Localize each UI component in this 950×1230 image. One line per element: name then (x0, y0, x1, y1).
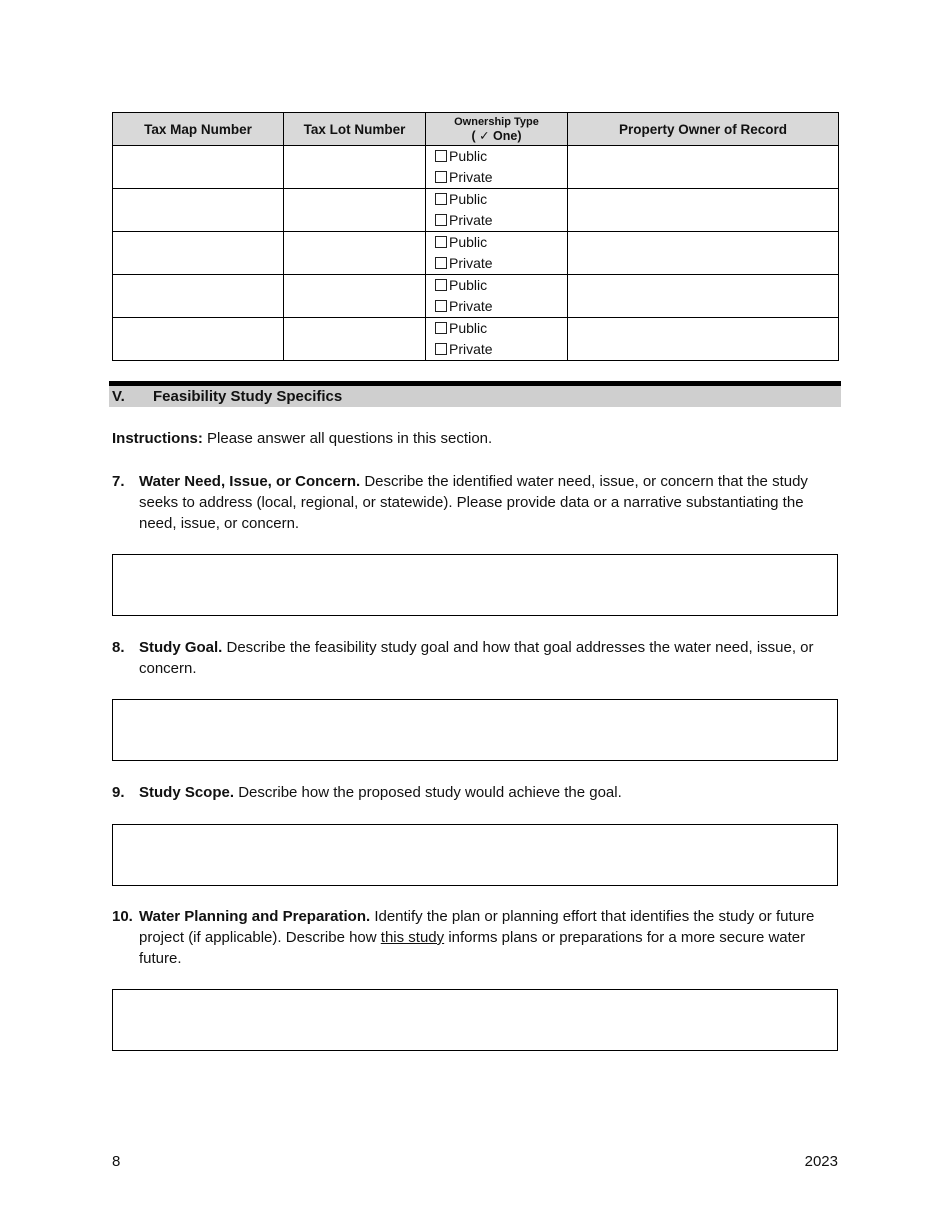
tax-map-number-cell[interactable] (113, 275, 284, 318)
property-owner-cell[interactable] (568, 275, 839, 318)
page-number: 8 (112, 1153, 121, 1170)
answer-field-7[interactable] (112, 554, 838, 616)
tax-map-number-cell[interactable] (113, 189, 284, 232)
answer-field-10[interactable] (112, 989, 838, 1051)
ownership-public-option[interactable] (426, 275, 567, 296)
question-8 (112, 637, 840, 679)
section-header (109, 381, 841, 407)
tax-lot-number-cell[interactable] (284, 146, 426, 189)
table-row (113, 232, 839, 275)
property-owner-cell[interactable] (568, 232, 839, 275)
question-title: Study Goal. (139, 639, 223, 656)
property-owner-cell[interactable] (568, 146, 839, 189)
question-7 (112, 471, 840, 534)
section-title: Feasibility Study Specifics (153, 388, 343, 405)
question-text (139, 471, 840, 534)
ownership-private-label: Private (449, 212, 493, 228)
tax-lot-number-cell[interactable] (284, 318, 426, 361)
question-body: Describe how the proposed study would achieve the goal. (234, 784, 622, 801)
table-header-row (113, 113, 839, 146)
question-9 (112, 782, 840, 803)
ownership-public-option[interactable] (426, 318, 567, 339)
question-title: Water Planning and Preparation. (139, 908, 371, 925)
question-underlined-text: this study (380, 929, 445, 946)
section-number: V. (112, 388, 125, 405)
header-ownership-type-line1: Ownership Type (454, 116, 539, 128)
tax-map-number-cell[interactable] (113, 232, 284, 275)
checkbox-icon[interactable] (435, 171, 447, 183)
ownership-type-cell (426, 232, 568, 275)
ownership-private-option[interactable] (426, 210, 567, 231)
checkbox-icon[interactable] (435, 279, 447, 291)
question-number: 10. (112, 908, 133, 925)
table-row (113, 189, 839, 232)
question-text (139, 906, 840, 969)
header-tax-lot-number: Tax Lot Number (284, 113, 426, 146)
tax-lot-number-cell[interactable] (284, 275, 426, 318)
property-owner-cell[interactable] (568, 189, 839, 232)
property-owner-cell[interactable] (568, 318, 839, 361)
answer-field-8[interactable] (112, 699, 838, 761)
ownership-public-label: Public (449, 148, 488, 164)
ownership-private-option[interactable] (426, 339, 567, 360)
ownership-private-option[interactable] (426, 296, 567, 317)
ownership-type-cell (426, 318, 568, 361)
question-body-end: informs plans or preparations for a more secure water future. (139, 929, 806, 967)
question-body: Identify the plan or planning effort that identifies the study or future project (if applicable). Describe how (139, 908, 815, 946)
checkbox-icon[interactable] (435, 322, 447, 334)
question-number: 9. (112, 784, 125, 801)
ownership-type-cell (426, 146, 568, 189)
checkbox-icon[interactable] (435, 300, 447, 312)
checkbox-icon[interactable] (435, 193, 447, 205)
ownership-private-label: Private (449, 255, 493, 271)
ownership-public-option[interactable] (426, 232, 567, 253)
instructions (112, 430, 492, 447)
header-ownership-type (426, 113, 568, 146)
header-ownership-type-line2: ( ✓ One) (471, 129, 522, 143)
table-row (113, 275, 839, 318)
question-text (139, 637, 840, 679)
tax-map-number-cell[interactable] (113, 318, 284, 361)
ownership-public-option[interactable] (426, 189, 567, 210)
tax-lot-number-cell[interactable] (284, 189, 426, 232)
table-row (113, 318, 839, 361)
header-property-owner: Property Owner of Record (568, 113, 839, 146)
instructions-label: Instructions: (112, 430, 203, 447)
ownership-public-label: Public (449, 234, 488, 250)
footer-year: 2023 (804, 1153, 838, 1170)
tax-map-number-cell[interactable] (113, 146, 284, 189)
ownership-public-label: Public (449, 320, 488, 336)
ownership-private-label: Private (449, 298, 493, 314)
checkbox-icon[interactable] (435, 257, 447, 269)
ownership-public-label: Public (449, 277, 488, 293)
checkbox-icon[interactable] (435, 214, 447, 226)
question-body: Describe the identified water need, issue, or concern that the study seeks to address (local, regional, or statewide). Please provide data or a narrative substantiating the need, issue, or concern. (139, 473, 808, 532)
question-title: Study Scope. (139, 784, 235, 801)
ownership-type-cell (426, 275, 568, 318)
ownership-private-label: Private (449, 169, 493, 185)
question-number: 8. (112, 639, 125, 656)
ownership-public-option[interactable] (426, 146, 567, 167)
ownership-private-option[interactable] (426, 167, 567, 188)
checkbox-icon[interactable] (435, 236, 447, 248)
header-tax-map-number: Tax Map Number (113, 113, 284, 146)
checkbox-icon[interactable] (435, 150, 447, 162)
ownership-type-cell (426, 189, 568, 232)
ownership-private-option[interactable] (426, 253, 567, 274)
question-10 (112, 906, 840, 969)
tax-lot-number-cell[interactable] (284, 232, 426, 275)
question-title: Water Need, Issue, or Concern. (139, 473, 361, 490)
checkbox-icon[interactable] (435, 343, 447, 355)
question-body: Describe the feasibility study goal and how that goal addresses the water need, issue, or concern. (139, 639, 814, 677)
question-number: 7. (112, 473, 125, 490)
table-row (113, 146, 839, 189)
instructions-text: Please answer all questions in this section. (207, 430, 493, 447)
tax-lot-table (112, 112, 839, 361)
question-text (139, 782, 840, 803)
ownership-private-label: Private (449, 341, 493, 357)
answer-field-9[interactable] (112, 824, 838, 886)
ownership-public-label: Public (449, 191, 488, 207)
